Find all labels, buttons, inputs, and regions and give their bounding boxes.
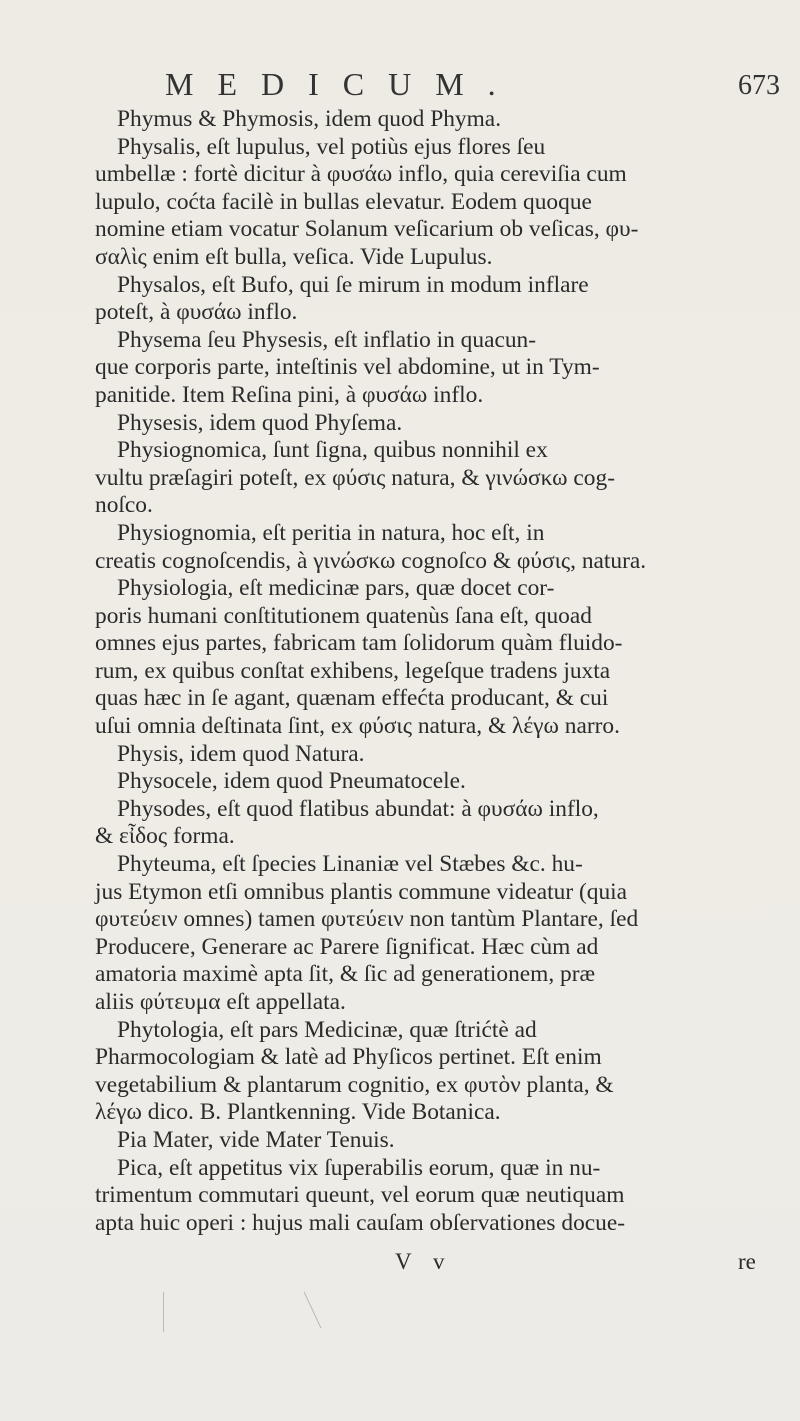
entry-line: Pica, eſt appetitus vix ſuperabilis eorum, quæ in nu- [117,1154,601,1181]
entry-line: vegetabilium & plantarum cognitio, ex φυτὸν planta, & [95,1071,614,1098]
dictionary-text [95,106,765,1237]
entry-line: uſui omnia deſtinata ſint, ex φύσις natura, & λέγω narro. [95,713,620,740]
entry-line: quas hæc in ſe agant, quænam effećta producant, & cui [95,685,609,712]
entry-line: Physalos, eſt Bufo, qui ſe mirum in modum inflare [117,271,589,298]
entry-line: Producere, Generare ac Parere ſignificat. Hæc cùm ad [95,933,599,960]
entry-line: Phyteuma, eſt ſpecies Linaniæ vel Stæbes &c. hu- [117,851,583,878]
entry-line: trimentum commutari queunt, vel eorum quæ neutiquam [95,1182,625,1209]
page-header [0,66,800,106]
entry-line: Physesis, idem quod Phyſema. [117,409,403,436]
catchword: re [738,1249,756,1274]
entry-line: poris humani conſtitutionem quatenùs ſana eſt, quoad [95,602,592,629]
entry-line: poteſt, à φυσάω inflo. [95,299,298,326]
entry-line: Pia Mater, vide Mater Tenuis. [117,1126,395,1153]
entry-line: Phymus & Phymosis, idem quod Phyma. [117,106,502,132]
paper-fiber-mark [304,1292,322,1329]
entry-line: apta huic operi : hujus mali cauſam obſervationes docue- [95,1209,626,1236]
paper-fiber-mark [163,1292,164,1332]
entry-line: amatoria maximè apta ſit, & ſic ad generationem, præ [95,961,596,988]
entry-line: λέγω dico. B. Plantkenning. Vide Botanica. [95,1099,501,1126]
entry-line: Physis, idem quod Natura. [117,740,365,767]
entry-line: Physiognomica, ſunt ſigna, quibus nonnihil ex [117,437,548,464]
entry-line: Physiognomia, eſt peritia in natura, hoc eſt, in [117,519,545,546]
entry-line: Physiologia, eſt medicinæ pars, quæ docet cor- [117,575,555,602]
entry-line: que corporis parte, inteſtinis vel abdomine, ut in Tym- [95,354,600,381]
page-number: 673 [738,70,780,101]
entry-line: omnes ejus partes, fabricam tam ſolidorum quàm fluido- [95,630,623,657]
signature-mark: V v [395,1249,453,1274]
page-footer [0,1249,800,1279]
entry-line: panitide. Item Reſina pini, à φυσάω inflo. [95,381,484,408]
entry-line: φυτεύειν omnes) tamen φυτεύειν non tantùm Plantare, ſed [95,906,639,933]
entry-line: rum, ex quibus conſtat exhibens, legeſque tradens juxta [95,657,611,684]
entry-line: jus Etymon etſi omnibus plantis commune videatur (quia [95,878,628,905]
entry-line: Physalis, eſt lupulus, vel potiùs ejus flores ſeu [117,133,546,160]
entry-line: σαλὶς enim eſt bulla, veſica. Vide Lupulus. [95,243,493,270]
entry-line: aliis φύτευμα eſt appellata. [95,989,346,1015]
entry-line: Phytologia, eſt pars Medicinæ, quæ ſtrićtè ad [117,1016,537,1043]
entry-line: creatis cognoſcendis, à γινώσκω cognoſco & φύσις, natura. [95,547,647,574]
entry-line: vultu præſagiri poteſt, ex φύσις natura, & γινώσκω cog- [95,464,615,491]
entry-line: umbellæ : fortè dicitur à φυσάω inflo, quia cereviſia cum [95,161,627,188]
running-head: MEDICUM. [165,66,520,102]
entry-line: noſco. [95,492,153,519]
entry-line: lupulo, coćta facilè in bullas elevatur. Eodem quoque [95,188,592,215]
entry-line: Pharmocologiam & latè ad Phyſicos pertinet. Eſt enim [95,1044,602,1071]
entry-line: nomine etiam vocatur Solanum veſicarium ob veſicas, φυ- [95,216,639,243]
entry-line: Physodes, eſt quod flatibus abundat: à φυσάω inflo, [117,795,599,822]
entry-line: Physema ſeu Physesis, eſt inflatio in quacun- [117,326,537,353]
entry-line: & εἶδος forma. [95,823,235,850]
entry-line: Physocele, idem quod Pneumatocele. [117,768,466,795]
